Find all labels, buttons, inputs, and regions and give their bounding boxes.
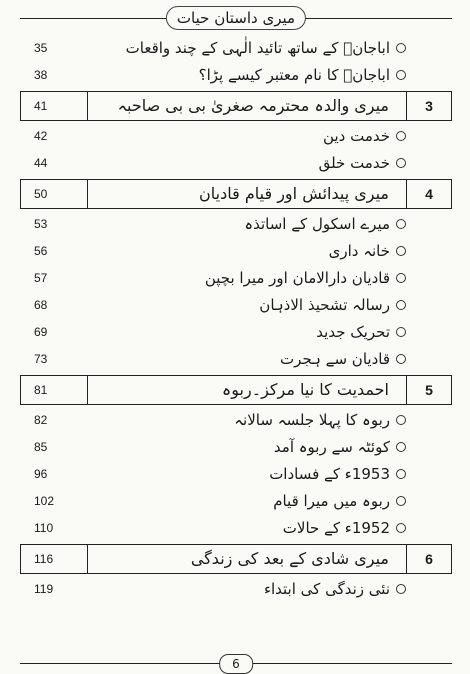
toc-item[interactable] (20, 62, 452, 89)
chapter-title: احمدیت کا نیا مرکز۔ربوہ (221, 380, 389, 399)
item-title: اباجانؓ کے ساتھ تائید الٰہی کے چند واقعات (125, 39, 390, 57)
page-footer (20, 654, 452, 674)
item-title: نئی زندگی کی ابتداء (263, 580, 390, 598)
circle-bullet-icon (396, 496, 406, 506)
toc-item[interactable] (20, 35, 452, 62)
chapter-page-number: 116 (34, 552, 54, 566)
item-title: کوئٹہ سے ربوہ آمد (273, 438, 390, 456)
toc-item[interactable] (20, 265, 452, 292)
toc-item[interactable] (20, 461, 452, 488)
item-title: قادیان سے ہجرت (280, 350, 390, 368)
chapter-page-number: 81 (34, 383, 48, 397)
circle-bullet-icon (396, 158, 406, 168)
item-title: ربوہ میں میرا قیام (273, 492, 390, 510)
toc-item[interactable] (20, 346, 452, 373)
item-page-number: 44 (34, 156, 48, 170)
item-page-number: 102 (34, 494, 55, 508)
running-header (20, 4, 452, 32)
circle-bullet-icon (396, 523, 406, 533)
item-page-number: 110 (34, 521, 54, 535)
chapter-row[interactable] (20, 544, 452, 574)
chapter-row[interactable] (20, 179, 452, 209)
circle-bullet-icon (396, 442, 406, 452)
toc-item[interactable] (20, 211, 452, 238)
chapter-row[interactable] (20, 91, 452, 121)
toc-item[interactable] (20, 123, 452, 150)
circle-bullet-icon (396, 219, 406, 229)
circle-bullet-icon (396, 246, 406, 256)
item-title: قادیان دارالامان اور میرا بچپن (204, 269, 390, 287)
item-page-number: 68 (34, 298, 48, 312)
toc-item[interactable] (20, 434, 452, 461)
item-page-number: 35 (34, 41, 48, 55)
toc-item[interactable] (20, 407, 452, 434)
toc-item[interactable] (20, 515, 452, 542)
item-page-number: 69 (34, 325, 48, 339)
item-title: 1952ء کے حالات (282, 519, 390, 537)
item-title: خدمت دین (323, 127, 390, 145)
table-of-contents (20, 35, 452, 603)
item-page-number: 53 (34, 217, 48, 231)
divider (87, 376, 88, 404)
divider (87, 545, 88, 573)
item-page-number: 96 (34, 467, 48, 481)
item-page-number: 82 (34, 413, 48, 427)
item-page-number: 119 (34, 582, 54, 596)
item-page-number: 56 (34, 244, 48, 258)
item-page-number: 85 (34, 440, 48, 454)
chapter-row[interactable] (20, 375, 452, 405)
toc-item[interactable] (20, 238, 452, 265)
divider (87, 92, 88, 120)
item-page-number: 42 (34, 129, 48, 143)
chapter-number: 5 (406, 376, 451, 404)
chapter-number: 3 (406, 92, 451, 120)
circle-bullet-icon (396, 584, 406, 594)
page-number: 6 (219, 654, 253, 674)
item-title: رسالہ تشحیذ الاذہان (259, 296, 390, 314)
circle-bullet-icon (396, 469, 406, 479)
item-title: اباجانؓ کا نام معتبر کیسے پڑا؟ (198, 66, 390, 84)
toc-item[interactable] (20, 488, 452, 515)
item-title: میرے اسکول کے اساتذہ (244, 215, 390, 233)
item-title: خانہ داری (328, 242, 390, 260)
item-title: خدمت خلق (318, 154, 390, 172)
circle-bullet-icon (396, 273, 406, 283)
chapter-page-number: 50 (34, 187, 48, 201)
item-title: 1953ء کے فسادات (269, 465, 390, 483)
circle-bullet-icon (396, 131, 406, 141)
circle-bullet-icon (396, 327, 406, 337)
circle-bullet-icon (396, 354, 406, 364)
chapter-title: میری شادی کے بعد کی زندگی (190, 549, 389, 568)
toc-item[interactable] (20, 150, 452, 177)
chapter-title: میری پیدائش اور قیام قادیان (199, 184, 389, 203)
toc-item[interactable] (20, 319, 452, 346)
circle-bullet-icon (396, 43, 406, 53)
item-page-number: 38 (34, 68, 48, 82)
chapter-title: میری والدہ محترمہ صغریٰ بی بی صاحبہ (117, 96, 389, 115)
item-page-number: 57 (34, 271, 48, 285)
circle-bullet-icon (396, 300, 406, 310)
circle-bullet-icon (396, 70, 406, 80)
divider (87, 180, 88, 208)
circle-bullet-icon (396, 415, 406, 425)
chapter-number: 6 (406, 545, 451, 573)
book-title: میری داستان حیات (166, 6, 306, 30)
item-page-number: 73 (34, 352, 48, 366)
toc-item[interactable] (20, 576, 452, 603)
chapter-page-number: 41 (34, 99, 48, 113)
item-title: تحریک جدید (316, 323, 390, 341)
toc-item[interactable] (20, 292, 452, 319)
item-title: ربوہ کا پہلا جلسہ سالانہ (234, 411, 390, 429)
chapter-number: 4 (406, 180, 451, 208)
